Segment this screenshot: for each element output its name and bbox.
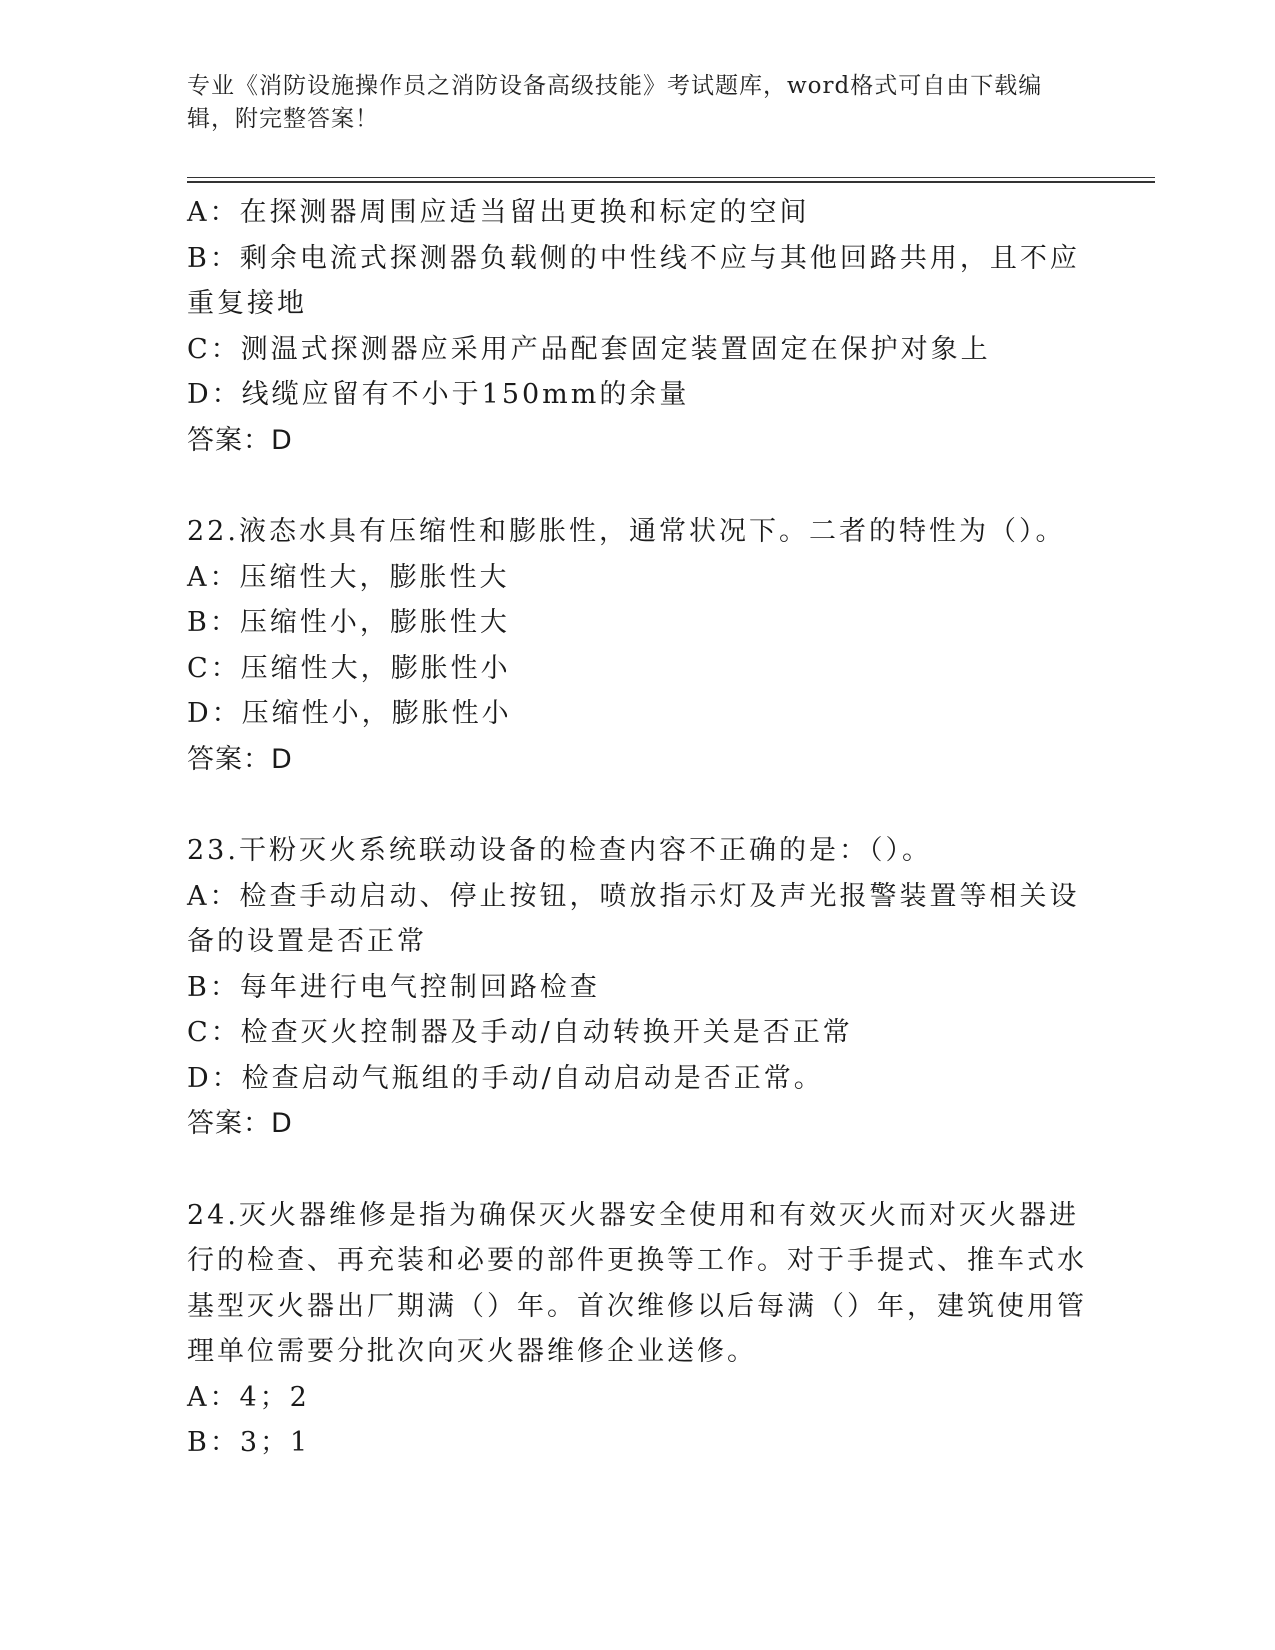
- option-a: A：检查手动启动、停止按钮，喷放指示灯及声光报警装置等相关设备的设置是否正常: [187, 880, 1080, 957]
- answer: 答案：D: [187, 424, 293, 456]
- option-a: A：压缩性大，膨胀性大: [187, 561, 510, 593]
- option-b: B：压缩性小，膨胀性大: [187, 607, 510, 638]
- spacer: [187, 1147, 1087, 1193]
- spacer: [187, 463, 1087, 509]
- option-b: B：3；1: [187, 1427, 311, 1458]
- answer: 答案：D: [187, 743, 293, 775]
- option-c: C：压缩性大，膨胀性小: [187, 652, 511, 684]
- spacer: [187, 782, 1087, 828]
- question-21: [187, 190, 1087, 463]
- question-stem: 24.灭火器维修是指为确保灭火器安全使用和有效灭火而对灭火器进行的检查、再充装和必要的部件更换等工作。对于手提式、推车式水基型灭火器出厂期满（）年。首次维修以后每满（）年，建筑使用管理单位需要分批次向灭火器维修企业送修。: [187, 1199, 1087, 1367]
- question-23: [187, 828, 1087, 1147]
- question-list: [187, 190, 1087, 1466]
- option-c: C：检查灭火控制器及手动/自动转换开关是否正常: [187, 1017, 853, 1048]
- question-stem: 23.干粉灭火系统联动设备的检查内容不正确的是：（）。: [187, 835, 932, 866]
- option-d: D：检查启动气瓶组的手动/自动启动是否正常。: [187, 1062, 824, 1094]
- option-a: A：在探测器周围应适当留出更换和标定的空间: [187, 197, 810, 228]
- answer: 答案：D: [187, 1108, 293, 1139]
- option-b: B：每年进行电气控制回路检查: [187, 971, 600, 1003]
- question-stem: 22.液态水具有压缩性和膨胀性，通常状况下。二者的特性为（）。: [187, 516, 1066, 547]
- option-b: B：剩余电流式探测器负载侧的中性线不应与其他回路共用，且不应重复接地: [187, 242, 1080, 319]
- page-header: [187, 70, 1077, 136]
- header-divider-thick: [187, 181, 1155, 183]
- question-22: [187, 509, 1087, 782]
- header-text: 专业《消防设施操作员之消防设备高级技能》考试题库，word格式可自由下载编辑，附完整答案！: [187, 73, 1043, 132]
- question-24: [187, 1193, 1087, 1466]
- header-divider-thin: [187, 177, 1155, 178]
- option-d: D：压缩性小，膨胀性小: [187, 698, 512, 729]
- option-c: C：测温式探测器应采用产品配套固定装置固定在保护对象上: [187, 333, 991, 365]
- option-d: D：线缆应留有不小于150mm的余量: [187, 379, 690, 410]
- option-a: A：4；2: [187, 1381, 310, 1413]
